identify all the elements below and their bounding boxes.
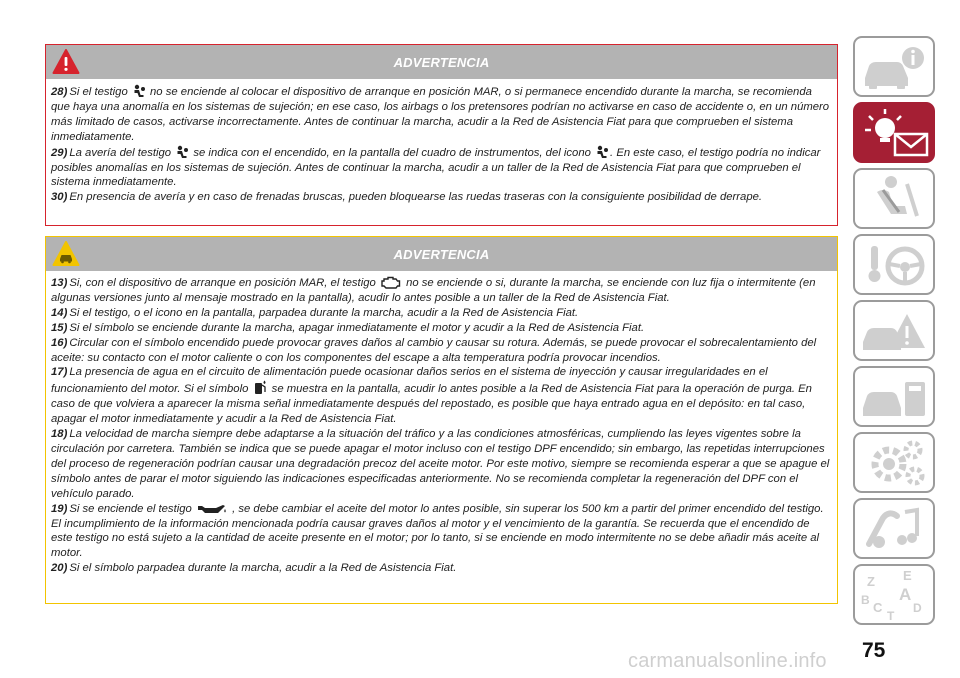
index-letter: A [899,585,912,604]
warning-title: ADVERTENCIA [393,54,490,70]
warning-item: 18) La velocidad de marcha siempre debe adaptarse a la situación del tráfico y a las condiciones atmosféricas, cumpliendo las leyes vigentes sobre la circulación por carretera. También se indica que se puede apagar el motor incluso con el testigo DPF encendido; sin embargo, las repetidas interrupciones del proceso de regeneración podrían causar una degradación precoz del aceite motor. Por este motivo, siempre se recomienda esperar a que se apague el símbolo antes de parar el motor siguiendo las indicaciones especificadas anteriormente. No se recomienda completar la regeneración del DPF con el vehículo parado. [51,428,830,500]
warning-body [46,79,837,205]
warning-item: 29) La avería del testigo se indica con el encendido, en la pantalla del cuadro de instrumentos, del icono . En este caso, el testigo podría no indicar posibles anomalías en los sistemas de sujeción. Antes de continuar la marcha, acudir a un taller de la Red de Asistencia Fiat para que comprueben el sistema inmediatamente. [51,146,821,189]
page-number: 75 [862,639,886,662]
warning-item: 30) En presencia de avería y en caso de frenadas bruscas, pueden bloquearse las ruedas traseras con la consiguiente posibilidad de derrape. [51,191,763,204]
engine-warning-icon [381,276,401,289]
index-letter: Z [867,574,875,589]
warning-header [46,237,837,271]
tab-index[interactable] [853,564,935,625]
index-letter: E [903,568,912,583]
multimedia-icon [855,500,933,557]
warning-body [46,271,837,576]
index-letter: T [887,609,895,623]
steering-wheel-icon [855,236,933,293]
tab-car-info[interactable] [853,36,935,97]
seat-safety-icon [855,170,933,227]
warning-item: 28) Si el testigo no se enciende al colocar el dispositivo de arranque en posición MAR, o si permanece encendido durante la marcha, se recomienda que haya una anomalía en los sistemas de sujeción; en ese caso, los airbags o los pretensores podrían no activarse en caso de accidente o, en un número más limitado de casos, activarse incorrectamente. Antes de continuar la marcha, acudir a la Red de Asistencia Fiat para que comprueben el sistema inmediatamente. [51,86,830,143]
oil-change-icon [197,503,227,515]
tab-warning-lights[interactable] [853,102,935,163]
warning-item: 16) Circular con el símbolo encendido puede provocar graves daños al cambio y causar su rotura. Además, se puede provocar el sobrecalentamiento del aceite: su contacto con el motor caliente o con los componentes del escape a alta temperatura podría provocar incendios. [51,336,817,364]
gears-icon [855,434,933,491]
tab-maintenance[interactable] [853,366,935,427]
airbag-warning-icon [596,145,608,159]
warning-box-airbag [45,44,838,226]
airbag-warning-icon [133,84,145,98]
warning-item: 13) Si, con el dispositivo de arranque en posición MAR, el testigo no se enciende o si, durante la marcha, se enciende con luz fija o intermitente (en algunas versiones junto al mensaje mostrado en la pantalla), acudir lo antes posible a un taller de la Red de Asistencia Fiat. [51,277,816,304]
warning-item: 20) Si el símbolo parpadea durante la marcha, acudir a la Red de Asistencia Fiat. [51,562,457,575]
car-info-icon [855,38,933,95]
car-maintenance-icon [855,368,933,425]
index-letter: C [873,600,883,615]
warning-box-engine [45,236,838,604]
car-warning-triangle-icon [52,240,80,267]
warning-item: 19) Si se enciende el testigo , se debe cambiar el aceite del motor lo antes posible, sin superar los 500 km a partir del primer encendido del testigo. El incumplimiento de la información mencionada podría causar graves daños al motor y el vencimiento de la garantía. Se recuerda que el encendido de este testigo no está sujeto a la cantidad de aceite presente en el motor; por lo tanto, si se enciende en modo intermitente no se debe añadir más aceite al motor. [51,502,824,560]
tab-technical-data[interactable] [853,432,935,493]
water-in-fuel-icon [254,380,267,395]
emergency-icon [855,302,933,359]
tab-seat-safety[interactable] [853,168,935,229]
warning-item: 14) Si el testigo, o el icono en la pantalla, parpadea durante la marcha, acudir a la Red de Asistencia Fiat. [51,306,579,319]
warning-item: 15) Si el símbolo se enciende durante la marcha, apagar inmediatamente el motor y acudir a la Red de Asistencia Fiat. [51,321,645,334]
warning-lights-icon [855,104,933,161]
index-letter: D [913,601,922,615]
warning-item: 17) La presencia de agua en el circuito de alimentación puede ocasionar daños serios en el sistema de inyección y causar irregularidades en el funcionamiento del motor. Si el símbolo se muestra en la pantalla, acudir lo antes posible a la Red de Asistencia Fiat para la operación de purga. En caso de que volviera a aparecer la misma señal inmediatamente después del repostado, es posible que haya entrado agua en el depósito: en tal caso, apagar el motor inmediatamente y acudir a la Red de Asistencia Fiat. [51,366,812,426]
index-icon [855,566,933,623]
airbag-warning-icon [176,145,188,159]
tab-starting-driving[interactable] [853,234,935,295]
danger-triangle-icon [52,48,80,75]
index-letter: B [861,593,870,607]
warning-title: ADVERTENCIA [393,246,490,262]
tab-multimedia[interactable] [853,498,935,559]
warning-header [46,45,837,79]
watermark: carmanualsonline.info [628,650,827,672]
tab-emergency[interactable] [853,300,935,361]
